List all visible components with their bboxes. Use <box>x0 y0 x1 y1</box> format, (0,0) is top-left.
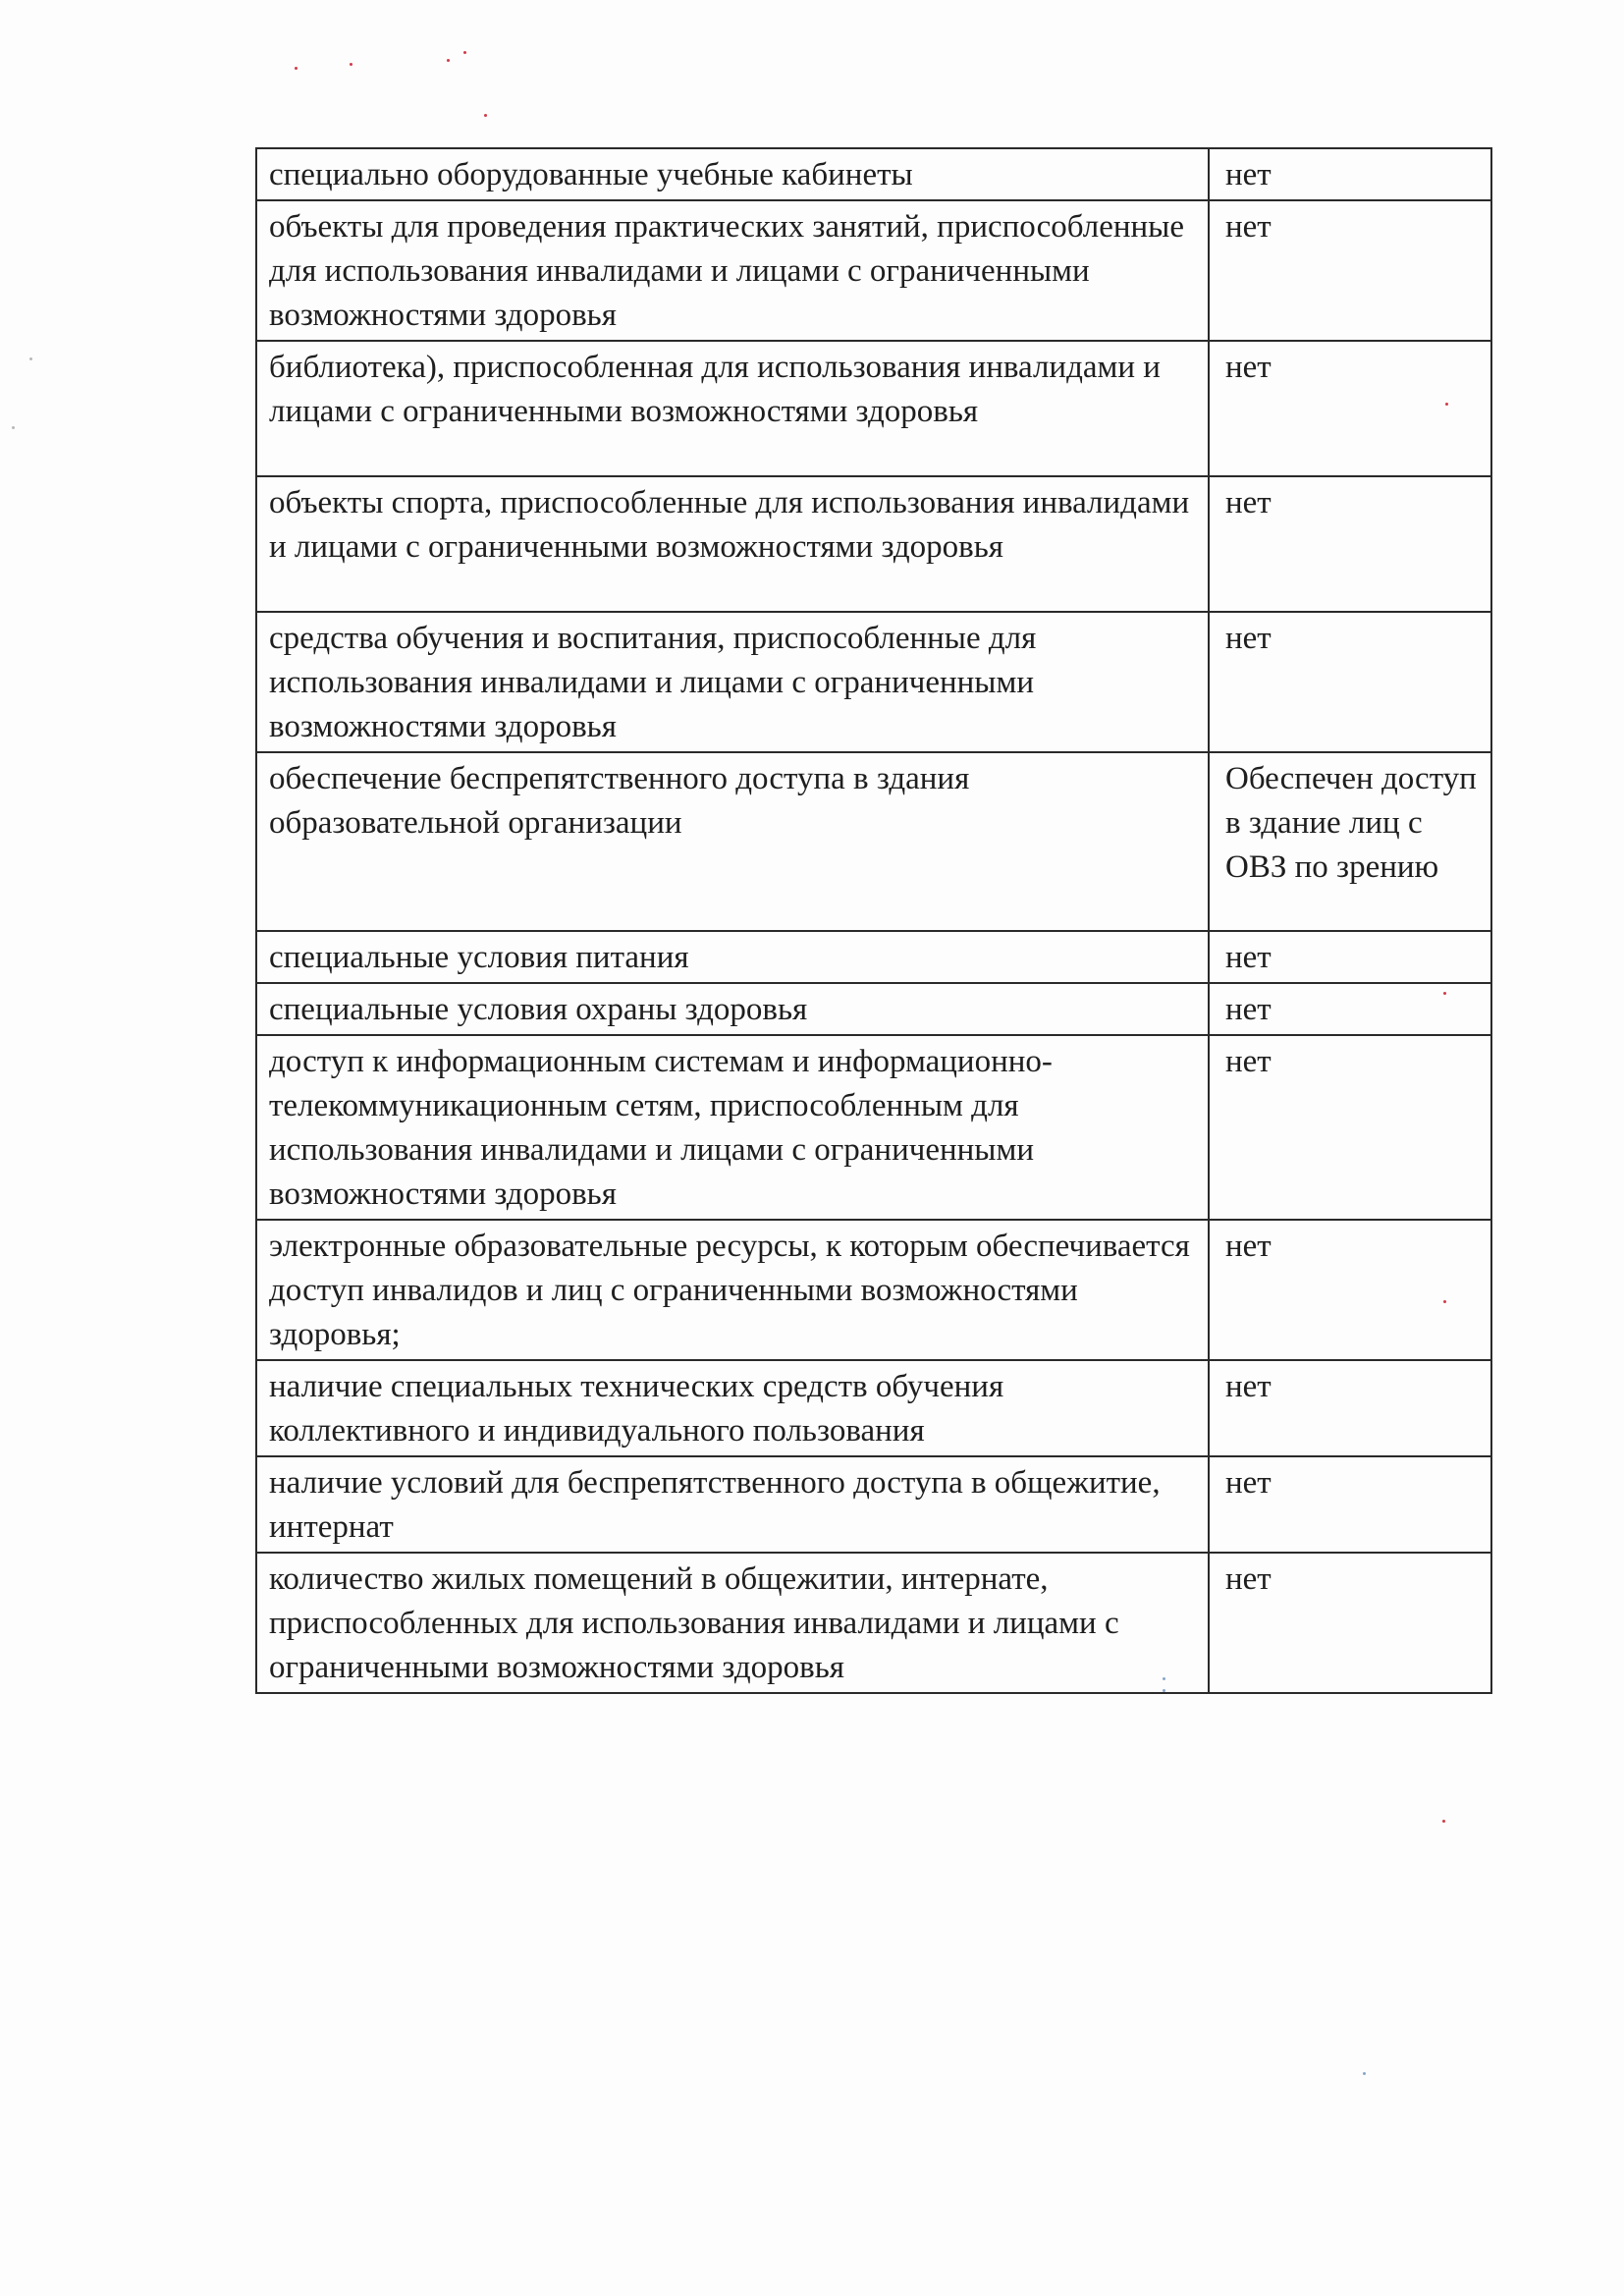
value-cell: нет <box>1209 476 1491 612</box>
condition-cell: специально оборудованные учебные кабинеты <box>256 148 1209 200</box>
scan-speck <box>295 67 298 70</box>
condition-cell: доступ к информационным системам и информационно-телекоммуникационным сетям, приспособленным для использования инвалидами и лицами с ограниченными возможностями здоровья <box>256 1035 1209 1220</box>
value-cell: нет <box>1209 931 1491 983</box>
value-cell: нет <box>1209 983 1491 1035</box>
value-cell: нет <box>1209 1456 1491 1553</box>
condition-cell: электронные образовательные ресурсы, к которым обеспечивается доступ инвалидов и лиц с ограниченными возможностями здоровья; <box>256 1220 1209 1360</box>
table-row <box>256 476 1491 612</box>
value-cell: нет <box>1209 1220 1491 1360</box>
table-row <box>256 1220 1491 1360</box>
condition-cell: обеспечение беспрепятственного доступа в здания образовательной организации <box>256 752 1209 931</box>
value-cell: нет <box>1209 612 1491 752</box>
scan-speck <box>484 114 487 117</box>
scan-speck <box>447 59 450 62</box>
scan-speck <box>29 357 32 360</box>
condition-cell: средства обучения и воспитания, приспособленные для использования инвалидами и лицами с ограниченными возможностями здоровья <box>256 612 1209 752</box>
table-row <box>256 1360 1491 1456</box>
scan-speck <box>1443 992 1446 995</box>
value-cell: Обеспечен доступ в здание лиц с ОВЗ по зрению <box>1209 752 1491 931</box>
scan-speck <box>1442 1820 1445 1823</box>
scan-speck <box>12 426 15 429</box>
table-row <box>256 148 1491 200</box>
table-row <box>256 1456 1491 1553</box>
accessibility-conditions-table <box>255 147 1492 1694</box>
value-cell: нет <box>1209 1360 1491 1456</box>
scan-speck <box>350 63 352 66</box>
scan-speck <box>1163 1677 1165 1680</box>
condition-cell: объекты спорта, приспособленные для использования инвалидами и лицами с ограниченными возможностями здоровья <box>256 476 1209 612</box>
scan-speck <box>1445 403 1448 406</box>
condition-cell: специальные условия охраны здоровья <box>256 983 1209 1035</box>
table-row <box>256 200 1491 341</box>
table-row <box>256 341 1491 476</box>
condition-cell: наличие условий для беспрепятственного доступа в общежитие, интернат <box>256 1456 1209 1553</box>
value-cell: нет <box>1209 341 1491 476</box>
condition-cell: специальные условия питания <box>256 931 1209 983</box>
condition-cell: наличие специальных технических средств обучения коллективного и индивидуального пользования <box>256 1360 1209 1456</box>
table-row <box>256 983 1491 1035</box>
value-cell: нет <box>1209 148 1491 200</box>
table-row <box>256 1035 1491 1220</box>
condition-cell: объекты для проведения практических занятий, приспособленные для использования инвалидами и лицами с ограниченными возможностями здоровья <box>256 200 1209 341</box>
table-row <box>256 752 1491 931</box>
scan-speck <box>1443 1300 1446 1303</box>
table-row <box>256 931 1491 983</box>
scan-speck <box>463 51 466 54</box>
condition-cell: библиотека), приспособленная для использования инвалидами и лицами с ограниченными возможностями здоровья <box>256 341 1209 476</box>
scan-speck <box>1363 2072 1366 2075</box>
value-cell: нет <box>1209 1035 1491 1220</box>
value-cell: нет <box>1209 1553 1491 1693</box>
table-row <box>256 612 1491 752</box>
table-row <box>256 1553 1491 1693</box>
scan-speck <box>1163 1689 1165 1692</box>
value-cell: нет <box>1209 200 1491 341</box>
condition-cell: количество жилых помещений в общежитии, интернате, приспособленных для использования инвалидами и лицами с ограниченными возможностями здоровья <box>256 1553 1209 1693</box>
